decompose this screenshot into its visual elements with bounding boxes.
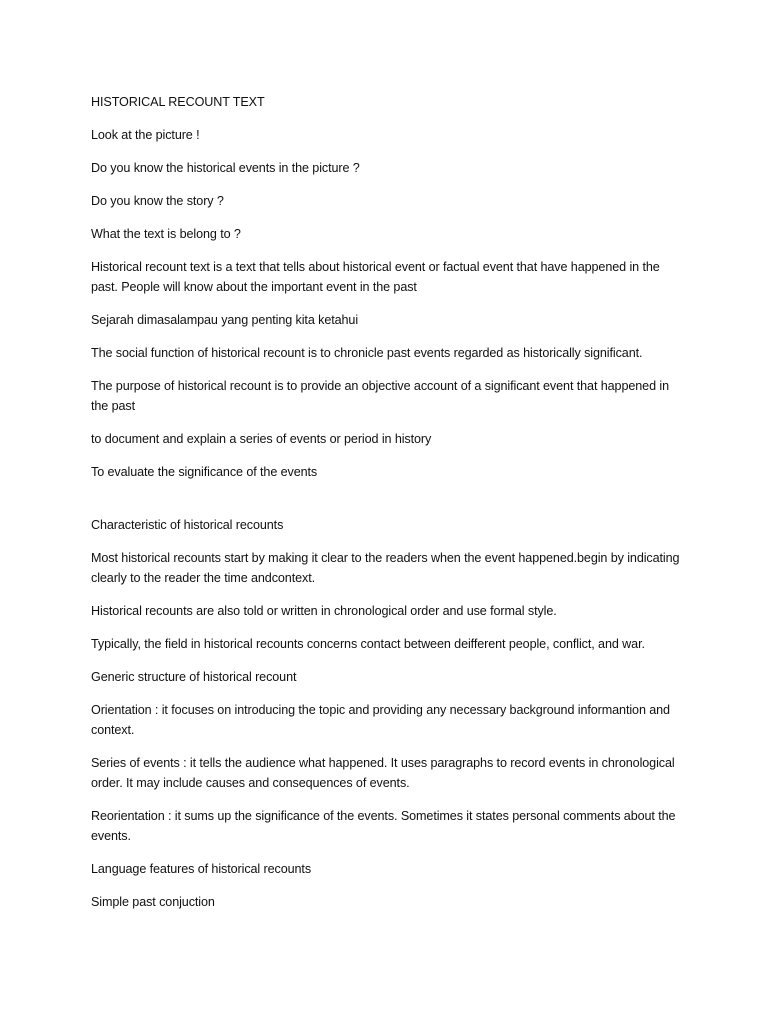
paragraph: Historical recount text is a text that tells about historical event or factual event that have happened in the past. People will know about the important event in the past [91,260,660,294]
section-heading: Generic structure of historical recount [91,670,297,684]
paragraph: Orientation : it focuses on introducing the topic and providing any necessary background informantion and context. [91,703,670,737]
section-heading: Language features of historical recounts [91,862,312,876]
paragraph: Do you know the story ? [91,194,224,208]
paragraph: to document and explain a series of events or period in history [91,432,432,446]
paragraph: The purpose of historical recount is to provide an objective account of a significant event that happened in the past [91,379,669,413]
paragraph: Typically, the field in historical recounts concerns contact between deifferent people, conflict, and war. [91,637,645,651]
paragraph: Look at the picture ! [91,128,200,142]
paragraph: Reorientation : it sums up the significance of the events. Sometimes it states personal comments about the events. [91,809,676,843]
paragraph: Simple past conjuction [91,895,215,909]
paragraph: Historical recounts are also told or written in chronological order and use formal style. [91,604,557,618]
paragraph: What the text is belong to ? [91,227,241,241]
paragraph: The social function of historical recount is to chronicle past events regarded as historically significant. [91,346,643,360]
paragraph: Sejarah dimasalampau yang penting kita ketahui [91,313,359,327]
document-body [91,92,686,925]
section-heading: Characteristic of historical recounts [91,518,284,532]
document-title: HISTORICAL RECOUNT TEXT [91,95,265,109]
paragraph: Most historical recounts start by making it clear to the readers when the event happened.begin by indicating clearly to the reader the time andcontext. [91,551,680,585]
paragraph: Series of events : it tells the audience what happened. It uses paragraphs to record events in chronological order. It may include causes and consequences of events. [91,756,675,790]
paragraph: Do you know the historical events in the picture ? [91,161,360,175]
paragraph: To evaluate the significance of the events [91,465,318,479]
